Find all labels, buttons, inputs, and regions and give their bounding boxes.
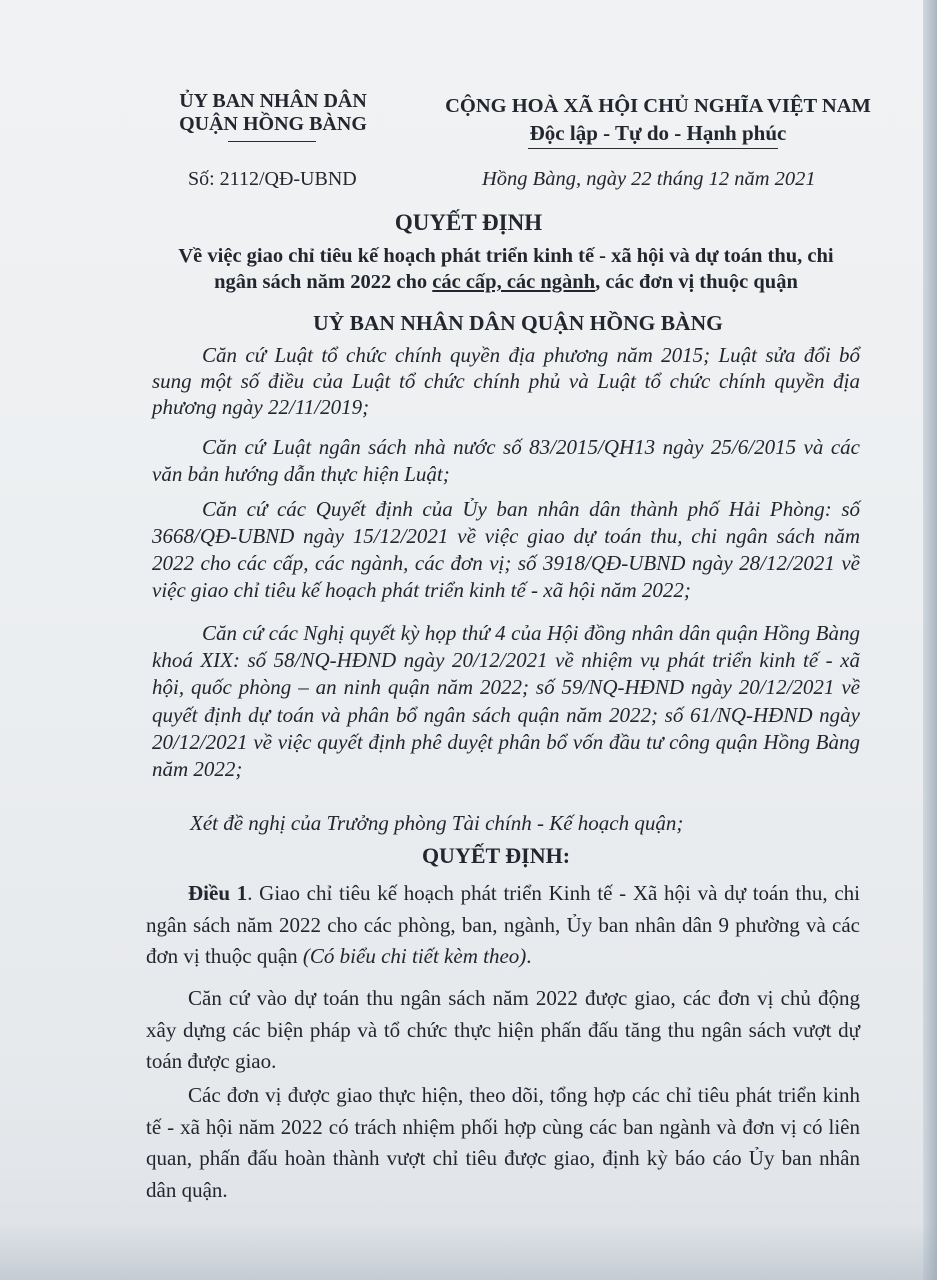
legal-basis-5: Xét đề nghị của Trưởng phòng Tài chính - Kế hoạch quận; <box>190 811 684 835</box>
subtitle-part-c: , các đơn vị thuộc quận <box>595 271 798 293</box>
legal-basis-4: Căn cứ các Nghị quyết kỳ họp thứ 4 của Hội đồng nhân dân quận Hồng Bàng khoá XIX: số 58/NQ-HĐND ngày 20/12/2021 về nhiệm vụ phát triển kinh tế - xã hội, quốc phòng – an ninh quận năm 2022; số 59/NQ-HĐND ngày 20/12/2021 về quyết định dự toán và phân bổ ngân sách quận năm 2022; số 61/NQ-HĐND ngày 20/12/2021 về việc quyết định phê duyệt phân bổ vốn đầu tư công quận Hồng Bàng năm 2022; <box>152 621 860 782</box>
national-title: CỘNG HOÀ XÃ HỘI CHỦ NGHĨA VIỆT NAM <box>445 95 871 117</box>
subtitle-part-b-underlined: các cấp, các ngành <box>432 271 596 293</box>
article-1-label: Điều 1 <box>188 881 248 905</box>
article-1 <box>146 878 860 973</box>
legal-basis-1: Căn cứ Luật tổ chức chính quyền địa phương năm 2015; Luật sửa đổi bổ sung một số điều của Luật tổ chức chính phủ và Luật tổ chức chính quyền địa phương ngày 22/11/2019; <box>152 343 860 419</box>
legal-basis-3: Căn cứ các Quyết định của Ủy ban nhân dân thành phố Hải Phòng: số 3668/QĐ-UBND ngày 15/12/2021 về việc giao dự toán thu, chi ngân sách năm 2022 cho các cấp, các ngành, các đơn vị; số 3918/QĐ-UBND ngày 28/12/2021 về việc giao chỉ tiêu kế hoạch phát triển kinh tế - xã hội năm 2022; <box>152 497 860 602</box>
org-underline <box>228 141 316 142</box>
authority-heading: UỶ BAN NHÂN DÂN QUẬN HỒNG BÀNG <box>313 311 723 335</box>
decide-heading: QUYẾT ĐỊNH: <box>421 843 571 868</box>
article-1-note: (Có biểu chi tiết kèm theo) <box>302 944 527 968</box>
issuing-org-line2: QUẬN HỒNG BÀNG <box>179 113 367 135</box>
page-edge-shadow <box>923 0 937 1280</box>
issuing-org-line1: ỦY BAN NHÂN DÂN <box>179 90 367 112</box>
article-1-end: . <box>526 944 532 968</box>
legal-basis-2: Căn cứ Luật ngân sách nhà nước số 83/2015/QH13 ngày 25/6/2015 và các văn bản hướng dẫn thực hiện Luật; <box>152 435 860 486</box>
page-bottom-shadow <box>0 1222 937 1280</box>
paragraph-revenue: Căn cứ vào dự toán thu ngân sách năm 2022 được giao, các đơn vị chủ động xây dựng các biện pháp và tổ chức thực hiện phấn đấu tăng thu ngân sách vượt dự toán được giao. <box>146 986 860 1073</box>
paragraph-implementation: Các đơn vị được giao thực hiện, theo dõi, tổng hợp các chỉ tiêu phát triển kinh tế - xã hội năm 2022 có trách nhiệm phối hợp cùng các ban ngành và đơn vị có liên quan, phấn đấu hoàn thành vượt chỉ tiêu được giao, định kỳ báo cáo Ủy ban nhân dân quận. <box>146 1083 860 1202</box>
subtitle-part-a: ngân sách năm 2022 cho <box>214 271 433 293</box>
document-subtitle-line1: Về việc giao chỉ tiêu kế hoạch phát triển kinh tế - xã hội và dự toán thu, chi <box>178 245 834 267</box>
place-date: Hồng Bàng, ngày 22 tháng 12 năm 2021 <box>482 168 816 190</box>
document-subtitle-line2 <box>0 271 937 294</box>
document-number: Số: 2112/QĐ-UBND <box>188 168 357 190</box>
motto-underline <box>528 148 778 149</box>
national-motto: Độc lập - Tự do - Hạnh phúc <box>529 121 787 145</box>
article-1-text: . Giao chỉ tiêu kế hoạch phát triển Kinh tế - Xã hội và dự toán thu, chi ngân sách năm 2022 cho các phòng, ban, ngành, Ủy ban nhân dân 9 phường và các đơn vị thuộc quận <box>146 881 860 968</box>
document-title: QUYẾT ĐỊNH <box>394 210 543 235</box>
